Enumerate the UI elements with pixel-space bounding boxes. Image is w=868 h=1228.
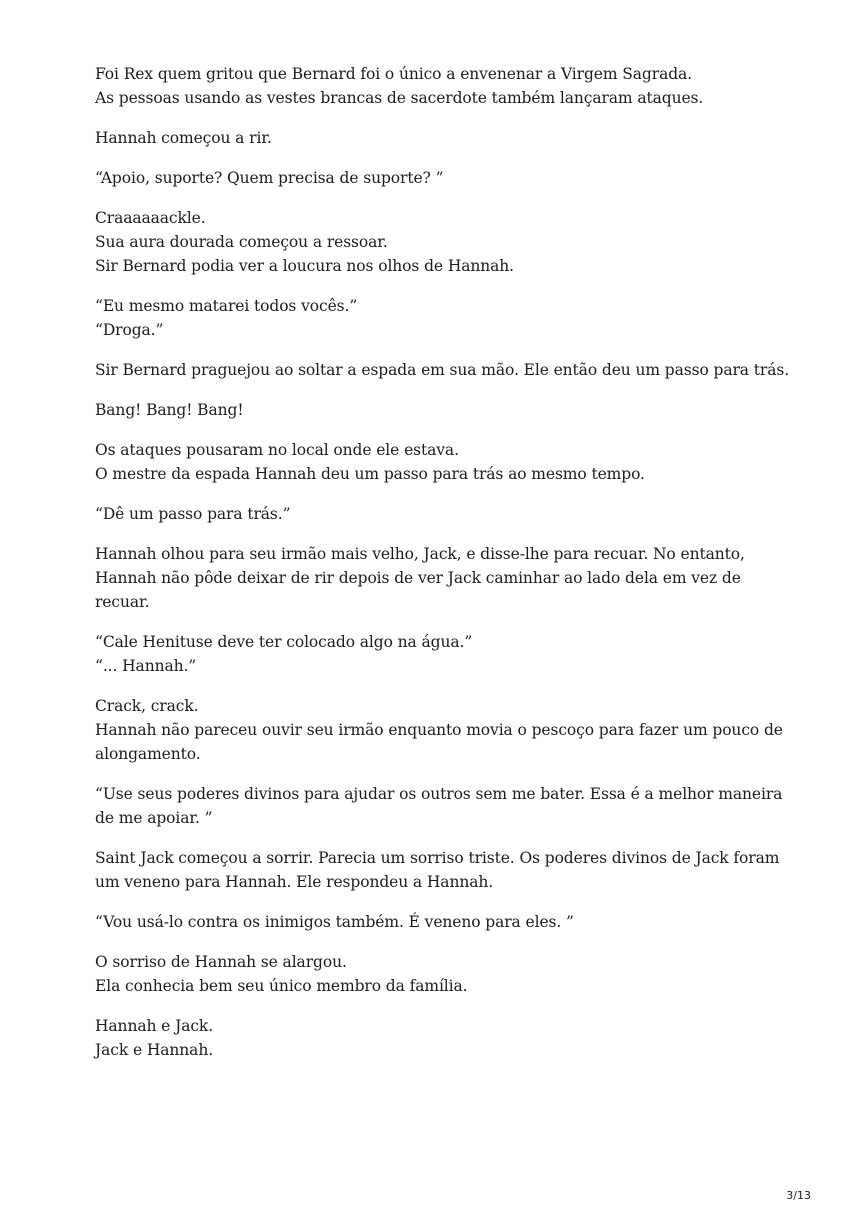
paragraph [95,358,795,382]
text-line: Hannah olhou para seu irmão mais velho, Jack, e disse-lhe para recuar. No entanto, [95,545,745,563]
text-line: Hannah e Jack. [95,1017,214,1035]
text-line: Foi Rex quem gritou que Bernard foi o único a envenenar a Virgem Sagrada. [95,65,692,83]
text-line: Sir Bernard podia ver a loucura nos olhos de Hannah. [95,257,514,275]
text-line: recuar. [95,593,150,611]
text-line: alongamento. [95,745,201,763]
text-line: Hannah não pôde deixar de rir depois de ver Jack caminhar ao lado dela em vez de [95,569,741,587]
page-number: 3/13 [786,1189,811,1202]
paragraph [95,630,795,678]
paragraph [95,542,795,614]
paragraph [95,126,795,150]
document-body [95,62,795,1078]
text-line: Jack e Hannah. [95,1041,214,1059]
paragraph [95,502,795,526]
paragraph [95,62,795,110]
text-line: Sua aura dourada começou a ressoar. [95,233,388,251]
paragraph [95,910,795,934]
text-line: Os ataques pousaram no local onde ele estava. [95,441,459,459]
text-line: de me apoiar. ” [95,809,213,827]
paragraph [95,294,795,342]
text-line: “Eu mesmo matarei todos vocês.” [95,297,358,315]
text-line: “Cale Henituse deve ter colocado algo na água.” [95,633,473,651]
text-line: um veneno para Hannah. Ele respondeu a Hannah. [95,873,494,891]
text-line: O mestre da espada Hannah deu um passo para trás ao mesmo tempo. [95,465,645,483]
paragraph [95,694,795,766]
text-line: “Apoio, suporte? Quem precisa de suporte? ” [95,169,444,187]
text-line: “Dê um passo para trás.” [95,505,291,523]
text-line: Bang! Bang! Bang! [95,401,244,419]
paragraph [95,206,795,278]
paragraph [95,782,795,830]
text-line: “... Hannah.” [95,657,197,675]
paragraph [95,846,795,894]
text-line: Sir Bernard praguejou ao soltar a espada em sua mão. Ele então deu um passo para trás. [95,361,790,379]
paragraph [95,950,795,998]
text-line: Craaaaaackle. [95,209,206,227]
text-line: Crack, crack. [95,697,199,715]
text-line: Hannah não pareceu ouvir seu irmão enquanto movia o pescoço para fazer um pouco de [95,721,783,739]
text-line: Hannah começou a rir. [95,129,272,147]
text-line: O sorriso de Hannah se alargou. [95,953,347,971]
paragraph [95,398,795,422]
text-line: “Droga.” [95,321,164,339]
text-line: Ela conhecia bem seu único membro da família. [95,977,468,995]
paragraph [95,166,795,190]
text-line: “Vou usá-lo contra os inimigos também. É veneno para eles. ” [95,913,574,931]
text-line: “Use seus poderes divinos para ajudar os outros sem me bater. Essa é a melhor maneira [95,785,783,803]
text-line: As pessoas usando as vestes brancas de sacerdote também lançaram ataques. [95,89,704,107]
text-line: Saint Jack começou a sorrir. Parecia um sorriso triste. Os poderes divinos de Jack foram [95,849,780,867]
paragraph [95,1014,795,1062]
paragraph [95,438,795,486]
